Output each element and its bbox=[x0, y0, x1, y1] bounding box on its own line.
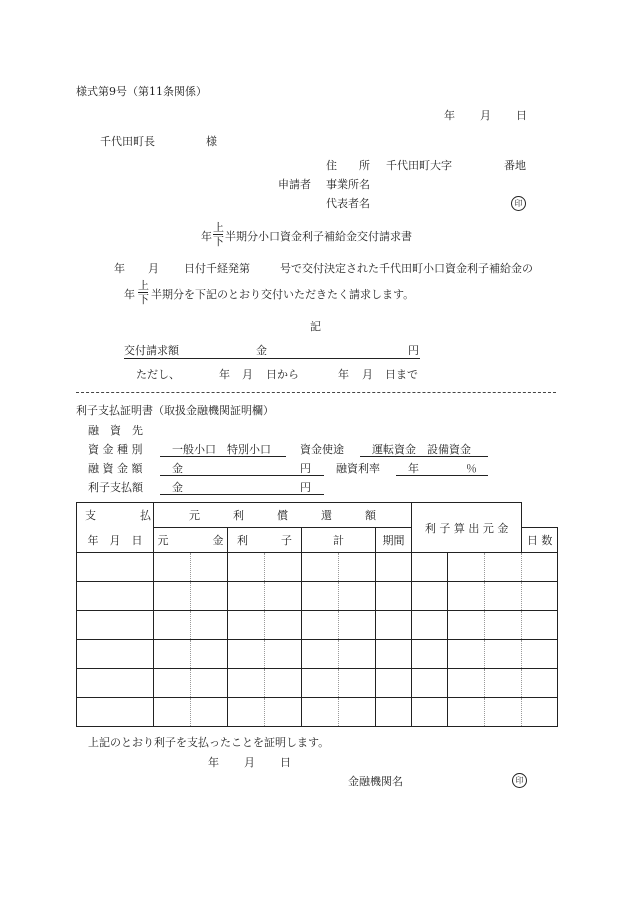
cell[interactable] bbox=[376, 698, 412, 727]
gaku-label: 融 資 金 額 bbox=[88, 462, 143, 475]
shubetsu-underline bbox=[160, 456, 286, 457]
cell[interactable] bbox=[522, 582, 558, 611]
applicant-seal: 印 bbox=[511, 196, 526, 211]
body-line1-mid: 日付千経発第 bbox=[184, 262, 250, 275]
period-tadashi: ただし、 bbox=[136, 368, 180, 381]
claim-kin: 金 bbox=[256, 344, 267, 357]
shubetsu-value: 一般小口 特別小口 bbox=[172, 443, 271, 456]
cell[interactable] bbox=[154, 582, 191, 611]
closing-day: 日 bbox=[280, 756, 291, 769]
cell[interactable] bbox=[339, 582, 376, 611]
closing-statement: 上記のとおり利子を支払ったことを証明します。 bbox=[88, 736, 330, 749]
cell[interactable] bbox=[412, 553, 448, 582]
cell[interactable] bbox=[265, 698, 302, 727]
table-row bbox=[77, 669, 558, 698]
cell[interactable] bbox=[485, 640, 522, 669]
cell[interactable] bbox=[485, 698, 522, 727]
addressee-name: 千代田町長 bbox=[100, 135, 155, 148]
cell[interactable] bbox=[376, 553, 412, 582]
form-number: 様式第9号（第11条関係） bbox=[76, 85, 207, 98]
yushisaki-label: 融 資 先 bbox=[88, 424, 143, 437]
cell[interactable] bbox=[485, 611, 522, 640]
cell[interactable] bbox=[448, 669, 485, 698]
shiharai-yen: 円 bbox=[300, 481, 311, 494]
cell[interactable] bbox=[412, 698, 448, 727]
header-rishi: 利 子 bbox=[228, 528, 302, 553]
body-line2-rest: 半期分を下記のとおり交付いただきたく請求します。 bbox=[151, 288, 415, 301]
rate-label: 融資利率 bbox=[336, 462, 380, 475]
cell[interactable] bbox=[77, 669, 154, 698]
rep-label: 代表者名 bbox=[326, 197, 370, 210]
date-year: 年 bbox=[444, 109, 455, 122]
certificate-heading: 利子支払証明書（取扱金融機関証明欄） bbox=[76, 404, 274, 417]
header-shiharai: 支 払 bbox=[77, 503, 154, 528]
cell[interactable] bbox=[485, 669, 522, 698]
period-from: 日から bbox=[266, 368, 299, 381]
claim-label: 交付請求額 bbox=[124, 344, 179, 357]
body-upper: 上 bbox=[138, 279, 149, 292]
cell[interactable] bbox=[412, 669, 448, 698]
cell[interactable] bbox=[265, 669, 302, 698]
period-month2: 月 bbox=[362, 368, 373, 381]
shito-underline bbox=[360, 456, 488, 457]
body-line2-year: 年 bbox=[124, 288, 135, 301]
period-year1: 年 bbox=[219, 368, 230, 381]
cell[interactable] bbox=[191, 640, 228, 669]
addressee-honorific: 様 bbox=[206, 135, 217, 148]
body-year: 年 bbox=[114, 262, 125, 275]
claim-yen: 円 bbox=[408, 344, 419, 357]
cell[interactable] bbox=[448, 553, 485, 582]
bank-name-label: 金融機関名 bbox=[348, 775, 403, 788]
cell[interactable] bbox=[485, 553, 522, 582]
table-row bbox=[77, 611, 558, 640]
closing-month: 月 bbox=[244, 756, 255, 769]
cell[interactable] bbox=[77, 582, 154, 611]
shiharai-kin: 金 bbox=[172, 481, 183, 494]
header-gankin: 元 金 bbox=[154, 528, 228, 553]
cell[interactable] bbox=[228, 698, 265, 727]
cell[interactable] bbox=[302, 611, 339, 640]
cell[interactable] bbox=[265, 553, 302, 582]
cell[interactable] bbox=[522, 640, 558, 669]
cell[interactable] bbox=[522, 553, 558, 582]
cell[interactable] bbox=[448, 698, 485, 727]
interest-table bbox=[76, 502, 558, 727]
cell[interactable] bbox=[448, 582, 485, 611]
table-row bbox=[77, 640, 558, 669]
cell[interactable] bbox=[191, 669, 228, 698]
cell[interactable] bbox=[522, 669, 558, 698]
cell[interactable] bbox=[339, 611, 376, 640]
body-lower: 下 bbox=[138, 293, 149, 306]
cell[interactable] bbox=[302, 582, 339, 611]
rate-percent: ％ bbox=[466, 462, 477, 475]
cell[interactable] bbox=[228, 669, 265, 698]
bank-seal: 印 bbox=[512, 773, 527, 788]
cell[interactable] bbox=[77, 640, 154, 669]
cell[interactable] bbox=[448, 640, 485, 669]
address-label: 住 所 bbox=[326, 159, 370, 172]
shito-value: 運転資金 設備資金 bbox=[372, 443, 471, 456]
cell[interactable] bbox=[228, 553, 265, 582]
cell[interactable] bbox=[228, 611, 265, 640]
address-suffix: 番地 bbox=[504, 159, 526, 172]
cell[interactable] bbox=[339, 698, 376, 727]
cell[interactable] bbox=[485, 582, 522, 611]
cell[interactable] bbox=[376, 669, 412, 698]
cell[interactable] bbox=[191, 582, 228, 611]
closing-year: 年 bbox=[208, 756, 219, 769]
shiharai-underline bbox=[160, 494, 324, 495]
applicant-label: 申請者 bbox=[278, 178, 311, 191]
header-kei: 計 bbox=[302, 528, 376, 553]
header-nissu: 日 数 bbox=[522, 528, 558, 553]
cell[interactable] bbox=[302, 669, 339, 698]
cell[interactable] bbox=[412, 582, 448, 611]
cell[interactable] bbox=[154, 553, 191, 582]
cell[interactable] bbox=[412, 640, 448, 669]
period-month1: 月 bbox=[242, 368, 253, 381]
period-year2: 年 bbox=[338, 368, 349, 381]
body-month: 月 bbox=[148, 262, 159, 275]
cell[interactable] bbox=[154, 611, 191, 640]
ki-label: 記 bbox=[310, 320, 321, 333]
header-santei: 利 子 算 出 元 金 bbox=[412, 503, 522, 553]
cell[interactable] bbox=[191, 698, 228, 727]
cell[interactable] bbox=[154, 640, 191, 669]
page-title: 半期分小口資金利子補給金交付請求書 bbox=[225, 230, 412, 243]
table-row bbox=[77, 553, 558, 582]
period-to: 日まで bbox=[385, 368, 418, 381]
cell[interactable] bbox=[265, 640, 302, 669]
cell[interactable] bbox=[302, 698, 339, 727]
title-year: 年 bbox=[201, 230, 212, 243]
rate-year: 年 bbox=[408, 462, 419, 475]
cell[interactable] bbox=[191, 553, 228, 582]
cell[interactable] bbox=[154, 669, 191, 698]
cell[interactable] bbox=[77, 698, 154, 727]
cell[interactable] bbox=[154, 698, 191, 727]
shubetsu-label: 資 金 種 別 bbox=[88, 443, 143, 456]
cell[interactable] bbox=[77, 553, 154, 582]
cell[interactable] bbox=[412, 611, 448, 640]
claim-underline bbox=[124, 358, 420, 359]
shito-label: 資金使途 bbox=[300, 443, 344, 456]
cell[interactable] bbox=[77, 611, 154, 640]
cell[interactable] bbox=[376, 640, 412, 669]
table-row bbox=[77, 698, 558, 727]
title-half-selector bbox=[213, 222, 223, 247]
title-lower: 下 bbox=[213, 235, 224, 248]
office-label: 事業所名 bbox=[326, 178, 370, 191]
cell[interactable] bbox=[191, 611, 228, 640]
cell[interactable] bbox=[522, 611, 558, 640]
body-line1-rest: 号で交付決定された千代田町小口資金利子補給金の bbox=[280, 262, 533, 275]
header-kikan: 期間 bbox=[376, 528, 412, 553]
cell[interactable] bbox=[376, 582, 412, 611]
cell[interactable] bbox=[228, 640, 265, 669]
table-row bbox=[77, 582, 558, 611]
title-upper: 上 bbox=[213, 221, 224, 234]
cell[interactable] bbox=[339, 669, 376, 698]
cell[interactable] bbox=[448, 611, 485, 640]
cell[interactable] bbox=[265, 611, 302, 640]
header-ymd: 年 月 日 bbox=[77, 528, 154, 553]
gaku-kin: 金 bbox=[172, 462, 183, 475]
header-ganri: 元 利 償 還 額 bbox=[154, 503, 412, 528]
cell[interactable] bbox=[339, 640, 376, 669]
cell[interactable] bbox=[302, 640, 339, 669]
date-month: 月 bbox=[480, 109, 491, 122]
cell[interactable] bbox=[228, 582, 265, 611]
cell[interactable] bbox=[302, 553, 339, 582]
gaku-underline bbox=[160, 475, 324, 476]
date-day: 日 bbox=[516, 109, 527, 122]
gaku-yen: 円 bbox=[300, 462, 311, 475]
body-half-selector bbox=[138, 280, 148, 305]
rate-underline bbox=[396, 475, 488, 476]
cell[interactable] bbox=[339, 553, 376, 582]
shiharai-label: 利子支払額 bbox=[88, 481, 143, 494]
cell[interactable] bbox=[265, 582, 302, 611]
cut-line bbox=[76, 392, 556, 393]
address-value: 千代田町大字 bbox=[386, 159, 452, 172]
cell[interactable] bbox=[376, 611, 412, 640]
cell[interactable] bbox=[522, 698, 558, 727]
